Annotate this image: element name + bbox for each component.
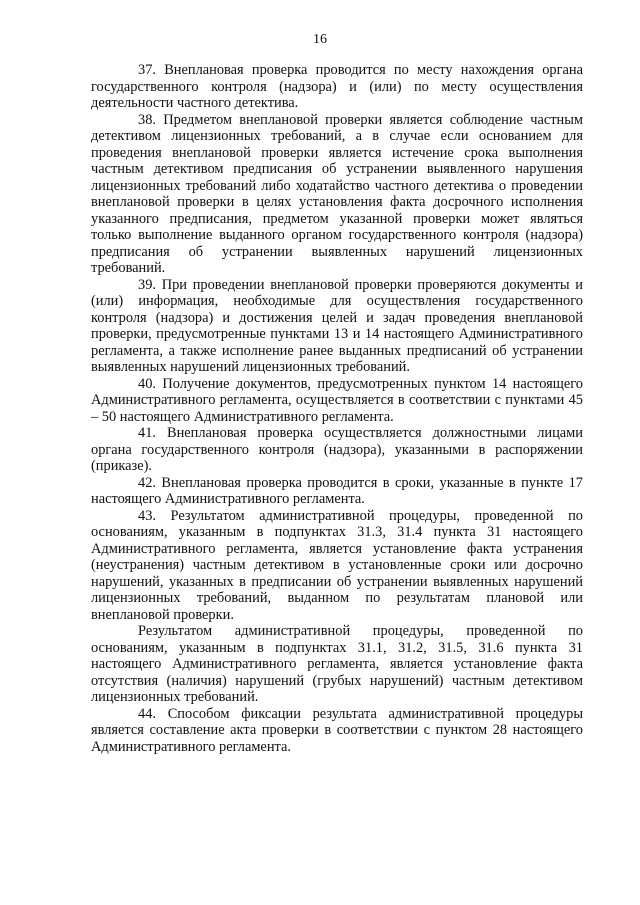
paragraph-44: 44. Способом фиксации результата административной процедуры является составление акта проверки в соответствии с пунктом 28 настоящего Административного регламента. <box>91 705 583 755</box>
paragraph-42: 42. Внеплановая проверка проводится в сроки, указанные в пункте 17 настоящего Административного регламента. <box>91 474 583 507</box>
paragraph-40: 40. Получение документов, предусмотренных пунктом 14 настоящего Административного регламента, осуществляется в соответствии с пунктами 45 – 50 настоящего Административного регламента. <box>91 375 583 425</box>
paragraph-41: 41. Внеплановая проверка осуществляется должностными лицами органа государственного контроля (надзора), указанными в распоряжении (приказе). <box>91 425 583 474</box>
paragraph-37: 37. Внеплановая проверка проводится по месту нахождения органа государственного контроля (надзора) и (или) по месту осуществления деятельности частного детектива. <box>91 62 583 111</box>
paragraph-43-continuation: Результатом административной процедуры, проведенной по основаниям, указанным в подпунктах 31.1, 31.2, 31.5, 31.6 пункта 31 настоящего Административного регламента, является установление факта отсутствия (наличия) нарушений (грубых нарушений) частным детективом лицензионных требований. <box>91 623 583 705</box>
paragraph-38: 38. Предметом внеплановой проверки является соблюдение частным детективом лицензионных требований, а в случае если основанием для проведения внеплановой проверки является истечение срока выполнения частным детективом предписания об устранении выявленного нарушения лицензионных требований либо ходатайство частного детектива о проведении внеплановой проверки в целях установления факта досрочного исполнения указанного предписания, предметом указанной проверки может являться только выполнение выданного органом государственного контроля (надзора) предписания об устранении выявленных нарушений лицензионных требований. <box>91 111 583 276</box>
document-body <box>91 62 583 755</box>
paragraph-39: 39. При проведении внеплановой проверки проверяются документы и (или) информация, необходимые для осуществления государственного контроля (надзора) и достижения целей и задач проведения внеплановой проверки, предусмотренные пунктами 13 и 14 настоящего Административного регламента, а также исполнение ранее выданных предписаний об устранении выявленных нарушений лицензионных требований. <box>91 276 583 375</box>
paragraph-43: 43. Результатом административной процедуры, проведенной по основаниям, указанным в подпунктах 31.3, 31.4 пункта 31 настоящего Административного регламента, является установление факта устранения (неустранения) частным детективом в установленные сроки или досрочно нарушений, указанных в предписании об устранении выявленных нарушений лицензионных требований, выданном по результатам плановой или внеплановой проверки. <box>91 507 583 623</box>
page-number: 16 <box>313 32 327 47</box>
